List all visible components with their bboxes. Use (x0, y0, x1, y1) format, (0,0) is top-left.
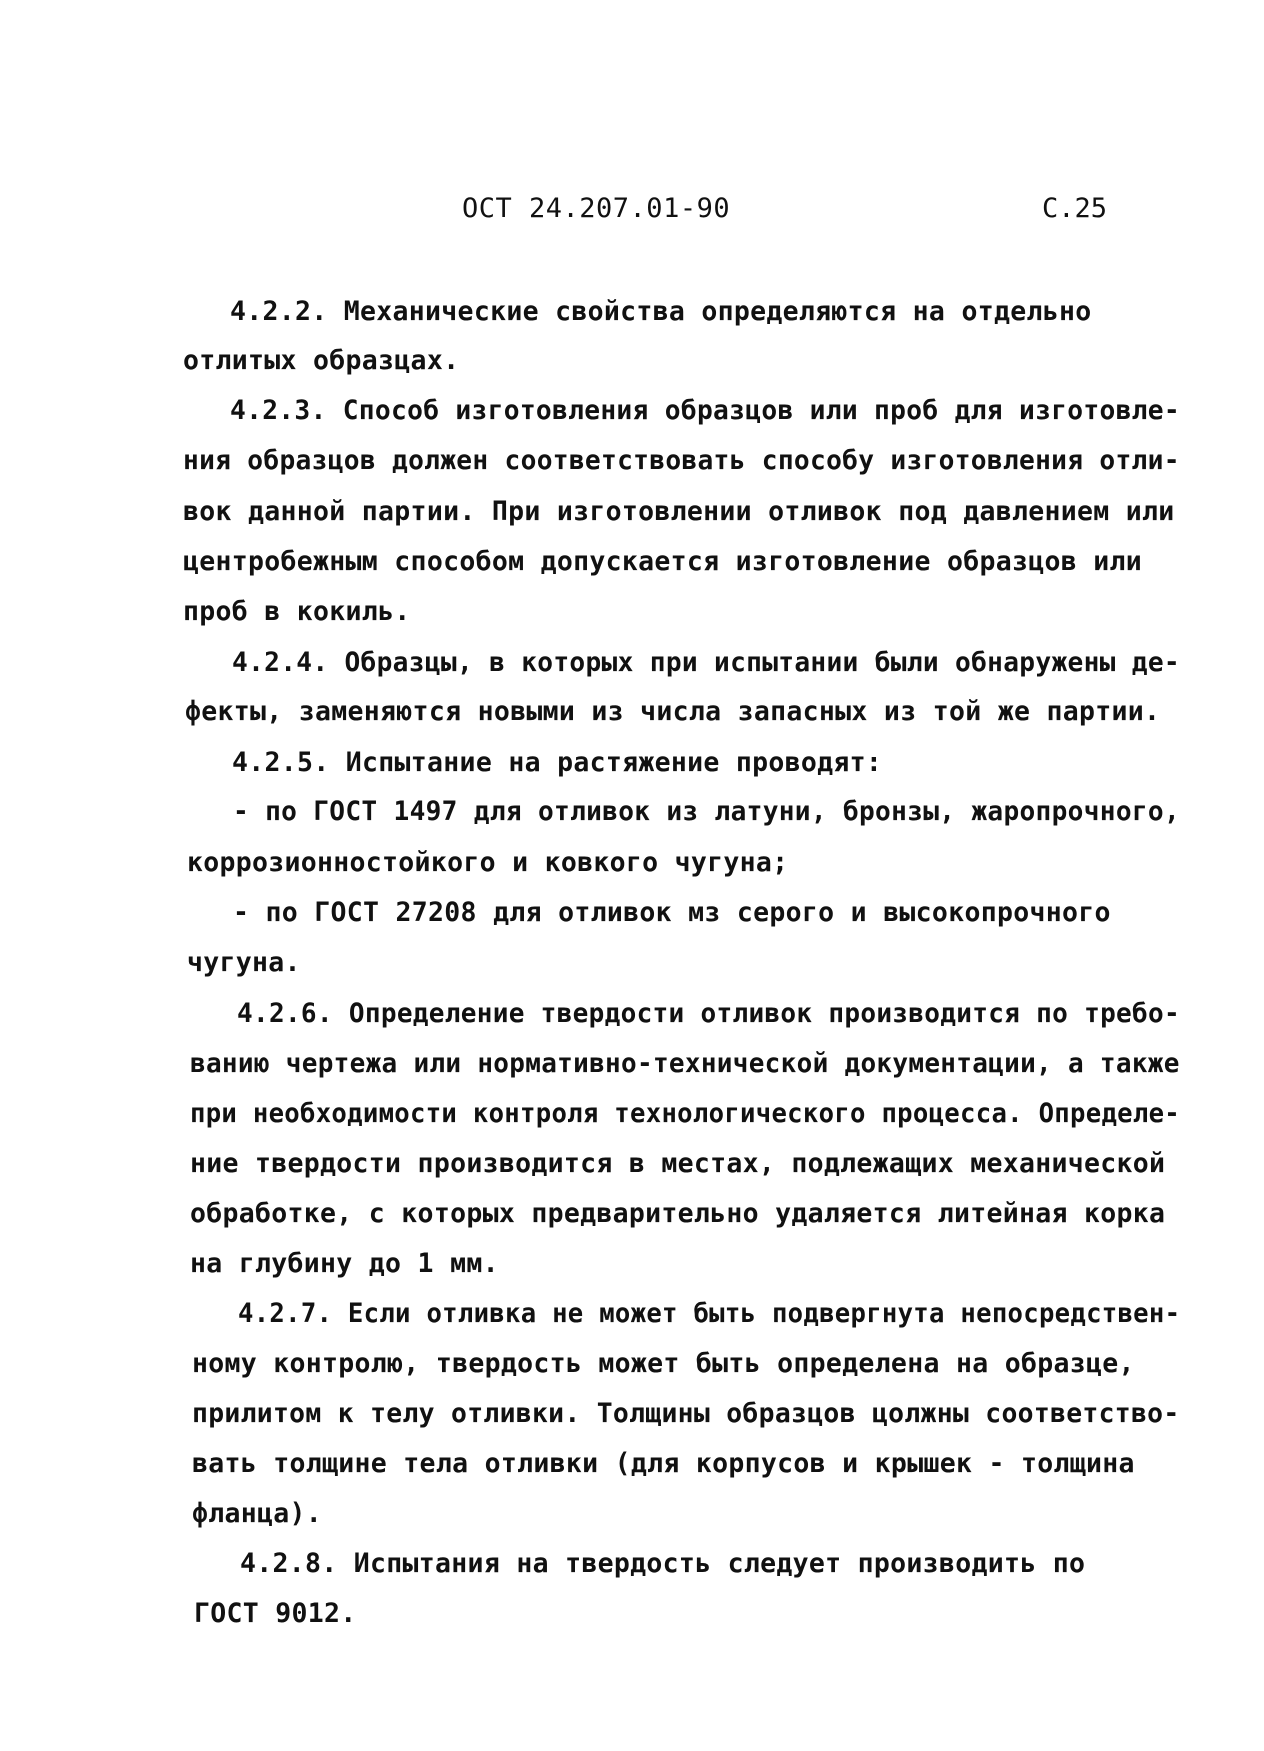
paragraph-4-2-6-line-5: обработке, с которых предварительно удаляется литейная корка (190, 1198, 1166, 1229)
paragraph-4-2-5-line-5: чугуна. (187, 947, 301, 978)
paragraph-4-2-8-line-2: ГОСТ 9012. (194, 1598, 357, 1629)
paragraph-4-2-3-line-1: 4.2.3. Способ изготовления образцов или проб для изготовле- (230, 395, 1181, 426)
paragraph-4-2-7-line-1: 4.2.7. Если отливка не может быть подвергнута непосредствен- (238, 1298, 1181, 1329)
paragraph-4-2-8-line-1: 4.2.8. Испытания на твердость следует производить по (240, 1548, 1086, 1579)
paragraph-4-2-3-line-4: центробежным способом допускается изготовление образцов или (183, 546, 1143, 577)
paragraph-4-2-5-line-4: - по ГОСТ 27208 для отливок мз серого и высокопрочного (233, 897, 1111, 928)
page-header (0, 193, 1264, 233)
paragraph-4-2-5-line-3: коррозионностойкого и ковкого чугуна; (187, 847, 789, 878)
document-code: ОСТ 24.207.01-90 (462, 193, 731, 224)
paragraph-4-2-6-line-4: ние твердости производится в местах, подлежащих механической (190, 1148, 1166, 1179)
paragraph-4-2-2-line-1: 4.2.2. Механические свойства определяются на отдельно (230, 296, 1092, 327)
paragraph-4-2-2-line-2: отлитых образцах. (183, 345, 460, 376)
page-number: С.25 (1042, 193, 1108, 224)
paragraph-4-2-6-line-6: на глубину до 1 мм. (190, 1248, 499, 1279)
paragraph-4-2-6-line-2: ванию чертежа или нормативно-технической документации, а также (190, 1048, 1180, 1079)
paragraph-4-2-7-line-2: ному контролю, твердость может быть определена на образце, (192, 1348, 1135, 1379)
paragraph-4-2-7-line-5: фланца). (192, 1498, 323, 1529)
paragraph-4-2-7-line-3: прилитом к телу отливки. Толщины образцов цолжны соответство- (192, 1398, 1180, 1429)
paragraph-4-2-3-line-3: вок данной партии. При изготовлении отливок под давлением или (183, 496, 1175, 527)
paragraph-4-2-4-line-2: фекты, заменяются новыми из числа запасных из той же партии. (185, 696, 1161, 727)
paragraph-4-2-5-line-1: 4.2.5. Испытание на растяжение проводят: (232, 747, 883, 778)
paragraph-4-2-3-line-5: проб в кокиль. (183, 596, 411, 627)
paragraph-4-2-3-line-2: ния образцов должен соответствовать способу изготовления отли- (183, 445, 1180, 476)
paragraph-4-2-6-line-1: 4.2.6. Определение твердости отливок производится по требо- (237, 998, 1180, 1029)
paragraph-4-2-6-line-3: при необходимости контроля технологического процесса. Определе- (190, 1098, 1181, 1129)
paragraph-4-2-7-line-4: вать толщине тела отливки (для корпусов и крышек - толщина (192, 1448, 1135, 1479)
paragraph-4-2-5-line-2: - по ГОСТ 1497 для отливок из латуни, бронзы, жаропрочного, (233, 796, 1181, 827)
paragraph-4-2-4-line-1: 4.2.4. Образцы, в которых при испытании были обнаружены де- (232, 647, 1180, 678)
